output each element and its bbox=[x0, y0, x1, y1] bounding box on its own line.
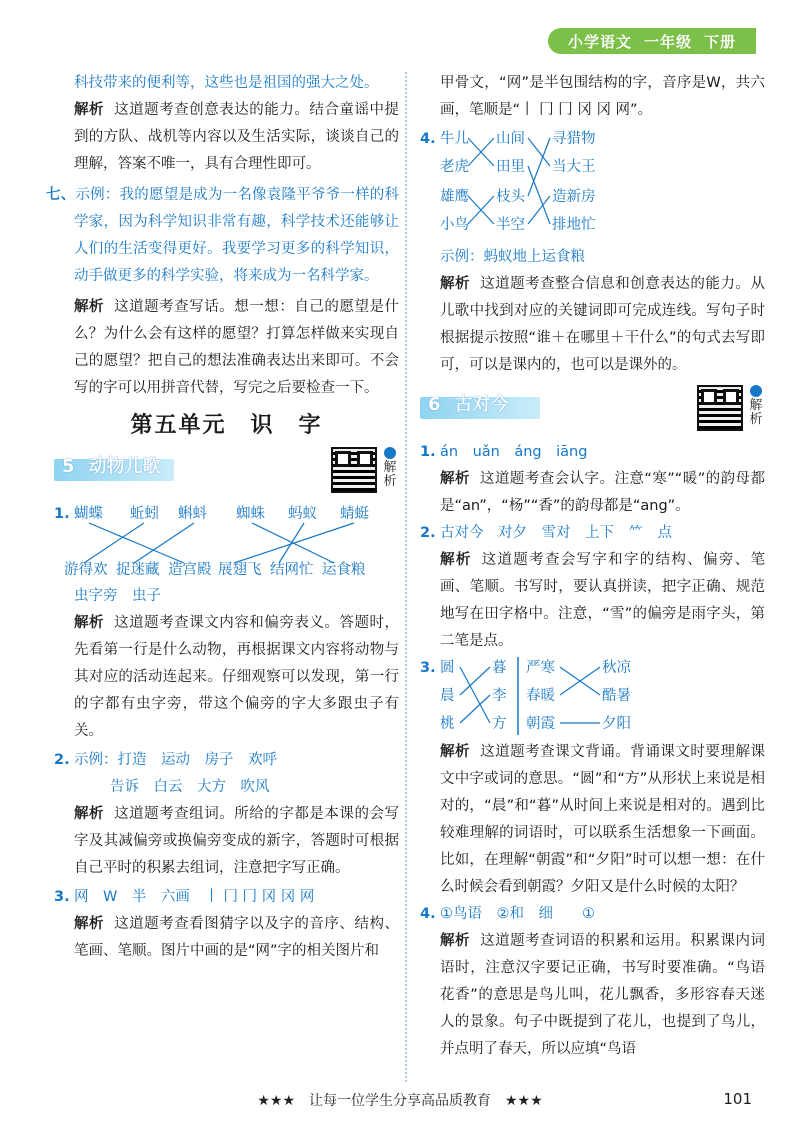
q1-jiexi bbox=[54, 610, 399, 745]
q2-jiexi bbox=[54, 801, 399, 882]
q3-answer bbox=[54, 884, 399, 911]
r-q3-match bbox=[420, 655, 765, 739]
header-badge bbox=[548, 28, 756, 54]
q3-rc1-1: 春暖 bbox=[526, 688, 555, 704]
q1-top-3: 蜘蛛 bbox=[236, 506, 265, 522]
jiexi-label: 解析 bbox=[74, 615, 105, 631]
header-grade: 一年级 bbox=[643, 32, 692, 51]
q4-col3-1: 当大王 bbox=[552, 159, 596, 175]
q7-num: 七、 bbox=[46, 187, 76, 203]
q1-bottom-4: 结网忙 bbox=[270, 562, 314, 578]
q3-rc2-0: 秋凉 bbox=[602, 660, 631, 676]
right-top-text: 甲骨文，“网”是半包围结构的字，音序是W，共六画，笔顺是“丨 冂 冂 冈 冈 网”。 bbox=[440, 75, 765, 118]
q7-jiexi bbox=[54, 294, 399, 402]
q4-col1-2: 雄鹰 bbox=[440, 189, 469, 205]
q4-col3-3: 排地忙 bbox=[552, 217, 596, 233]
qr-code-icon[interactable] bbox=[697, 385, 743, 431]
r-q4-answer bbox=[420, 901, 765, 928]
q4-col2-1: 田里 bbox=[496, 159, 525, 175]
q3-lc1-2: 桃 bbox=[440, 716, 455, 732]
right-column bbox=[420, 70, 765, 1063]
q1-top-2: 蝌蚪 bbox=[178, 506, 207, 522]
jiexi-label: 解析 bbox=[74, 299, 105, 315]
q2-line2: 告诉 白云 大方 吹风 bbox=[110, 779, 270, 795]
qr-side: 解析 bbox=[747, 385, 765, 427]
q1-bottom-3: 展翅飞 bbox=[218, 562, 262, 578]
unit-title: 第五单元 识 字 bbox=[130, 413, 323, 438]
q1-bottom-2: 造宫殿 bbox=[168, 562, 212, 578]
q4-jiexi bbox=[420, 271, 765, 379]
footer-slogan: ★★★ 让每一位学生分享高品质教育 ★★★ bbox=[257, 1093, 543, 1109]
top-jiexi-text: 这道题考查创意表达的能力。结合童谣中提到的方队、战机等内容以及生活实际，谈谈自己的理解，答案不唯一，具有合理性即可。 bbox=[74, 102, 400, 172]
r-q1-answer bbox=[420, 439, 765, 466]
lesson5-title: 动物儿歌 bbox=[88, 456, 161, 477]
q4-col1-0: 牛儿 bbox=[440, 131, 469, 147]
jiexi-label: 解析 bbox=[74, 916, 105, 932]
r-q2-jiexi bbox=[420, 547, 765, 655]
q7-jiexi-text: 这道题考查写话。想一想：自己的愿望是什么？为什么会有这样的愿望？打算怎样做来实现自己的愿望？把自己的想法准确表达出来即可。不会写的字可以用拼音代替，写完之后要检查一下。 bbox=[74, 299, 400, 396]
q3-rc1-0: 严寒 bbox=[526, 660, 555, 676]
q3-lc2-1: 李 bbox=[492, 688, 507, 704]
q4-col2-2: 枝头 bbox=[496, 189, 525, 205]
r-q2-num: 2. bbox=[420, 525, 436, 541]
q1-match bbox=[54, 501, 399, 581]
column-divider bbox=[405, 72, 407, 1082]
q4-match bbox=[420, 126, 765, 244]
r-q1-jiexi-text: 这道题考查会认字。注意“寒”“暖”的韵母都是“an”，“杨”“香”的韵母都是“ang”。 bbox=[440, 471, 766, 514]
q1-bottom-5: 运食粮 bbox=[322, 562, 366, 578]
q1-top-4: 蚂蚁 bbox=[288, 506, 317, 522]
r-q4-num: 4. bbox=[420, 906, 436, 922]
q4-jiexi-text: 这道题考查整合信息和创意表达的能力。从儿歌中找到对应的关键词即可完成连线。写句子时根据提示按照“谁＋在哪里＋干什么”的句式去写即可，可以是课内的，也可以是课外的。 bbox=[440, 276, 766, 373]
lesson5-heading bbox=[54, 451, 399, 491]
q1-num: 1. bbox=[54, 506, 70, 522]
q3-jiexi-text: 这道题考查看图猜字以及字的音序、结构、笔画、笔顺。图片中画的是“网”字的相关图片和 bbox=[74, 916, 400, 959]
q4-num: 4. bbox=[420, 131, 436, 147]
lesson6-num: 6 bbox=[428, 394, 441, 415]
qr-code-icon[interactable] bbox=[331, 447, 377, 493]
r-q2-answer bbox=[420, 520, 765, 547]
q1-top-1: 蚯蚓 bbox=[130, 506, 159, 522]
r-q4-jiexi-text: 这道题考查词语的积累和运用。积累课内词语时，注意汉字要记正确，书写时要准确。“鸟语花香”的意思是鸟儿叫，花儿飘香，多形容春天迷人的景象。句子中既提到了花儿，也提到了鸟儿，并点明了春天，所以应填“鸟语 bbox=[440, 933, 766, 1057]
play-icon bbox=[384, 447, 396, 459]
left-column bbox=[46, 70, 400, 965]
q2-num: 2. bbox=[54, 752, 70, 768]
r-q3-num: 3. bbox=[420, 660, 436, 676]
top-jiexi bbox=[54, 97, 399, 178]
jiexi-label: 解析 bbox=[74, 102, 105, 118]
r-q2-answer-text: 古对今 对夕 雪对 上下 ⺮ 点 bbox=[440, 525, 672, 541]
q3-rc2-1: 酷暑 bbox=[602, 688, 631, 704]
q3-lc2-2: 方 bbox=[492, 716, 507, 732]
q4-col1-3: 小鸟 bbox=[440, 217, 469, 233]
q1-jiexi-text: 这道题考查课文内容和偏旁表义。答题时，先看第一行是什么动物，再根据课文内容将动物与其对应的活动连起来。仔细观察可以发现，第一行的字都有虫字旁，带这个偏旁的字大多跟虫子有关。 bbox=[74, 615, 400, 739]
q2-jiexi-text: 这道题考查组词。所给的字都是本课的会写字及其减偏旁或换偏旁变成的新字，答题时可根据自己平时的积累去组词，注意把字写正确。 bbox=[74, 806, 400, 876]
q4-col2-3: 半空 bbox=[496, 217, 525, 233]
r-q4-answer-text: ①鸟语 ②和 细 ① bbox=[440, 906, 595, 922]
lesson6-heading bbox=[420, 389, 765, 429]
lesson6-title: 古对今 bbox=[454, 394, 509, 415]
q4-col2-0: 山间 bbox=[496, 131, 525, 147]
q4-col3-2: 造新房 bbox=[552, 189, 596, 205]
lesson5-num: 5 bbox=[62, 456, 75, 477]
r-q4-jiexi bbox=[420, 928, 765, 1063]
q2-answer bbox=[54, 747, 399, 774]
r-q3-jiexi bbox=[420, 739, 765, 901]
r-q3-jiexi-text: 这道题考查课文背诵。背诵课文时要理解课文中字或词的意思。“圆”和“方”从形状上来说是相对的，“晨”和“暮”从时间上来说是相对的。遇到比较难理解的词语时，可以联系生活想象一下画面。比如，在理解“朝霞”和“夕阳”时可以想一想：在什么时候会看到朝霞？夕阳又是什么时候的太阳？ bbox=[440, 744, 766, 895]
q4-example: 示例：蚂蚁地上运食粮 bbox=[440, 249, 585, 265]
r-q2-jiexi-text: 这道题考查会写字和字的结构、偏旁、笔画、笔顺。书写时，要认真拼读，把字正确、规范地写在田字格中。注意，“雪”的偏旁是雨字头，第二笔是点。 bbox=[440, 552, 766, 649]
q1-top-5: 蜻蜓 bbox=[340, 506, 369, 522]
q3-jiexi bbox=[54, 911, 399, 965]
q4-col3-0: 寻猎物 bbox=[552, 131, 596, 147]
qr-side: 解析 bbox=[381, 447, 399, 489]
page-number: 101 bbox=[723, 1090, 752, 1108]
q3-num: 3. bbox=[54, 889, 70, 905]
q4-col1-1: 老虎 bbox=[440, 159, 469, 175]
q7-answer-text: 示例：我的愿望是成为一名像袁隆平爷爷一样的科学家，因为科学知识非常有趣，科学技术还能够让人们的生活变得更好。我要学习更多的科学知识，动手做更多的科学实验，将来成为一名科学家。 bbox=[74, 187, 400, 284]
header-term: 下册 bbox=[703, 32, 736, 51]
jiexi-label: 解析 bbox=[440, 552, 472, 568]
r-q3-lines bbox=[420, 655, 765, 739]
q1-bottom-0: 游得欢 bbox=[64, 562, 108, 578]
r-q1-answer-text: án uǎn áng iāng bbox=[440, 444, 588, 460]
q3-answer-text: 网 W 半 六画 丨 冂 冂 冈 冈 网 bbox=[74, 889, 315, 905]
top-answer: 科技带来的便利等，这些也是祖国的强大之处。 bbox=[74, 75, 379, 91]
r-q1-jiexi bbox=[420, 466, 765, 520]
jiexi-label: 解析 bbox=[440, 744, 471, 760]
q3-lc1-1: 晨 bbox=[440, 688, 455, 704]
q7-answer bbox=[46, 182, 400, 290]
q3-rc1-2: 朝霞 bbox=[526, 716, 555, 732]
play-icon bbox=[750, 385, 762, 397]
r-q1-num: 1. bbox=[420, 444, 436, 460]
q1-bottom-1: 捉迷藏 bbox=[116, 562, 160, 578]
q3-rc2-2: 夕阳 bbox=[602, 716, 631, 732]
q1-top-0: 蝴蝶 bbox=[74, 506, 103, 522]
q2-line1: 示例：打造 运动 房子 欢呼 bbox=[74, 752, 277, 768]
q3-lc2-0: 暮 bbox=[492, 660, 507, 676]
header-subject: 小学语文 bbox=[567, 32, 632, 51]
jiexi-label: 解析 bbox=[74, 806, 105, 822]
q3-lc1-0: 圆 bbox=[440, 660, 455, 676]
jiexi-label: 解析 bbox=[440, 471, 470, 487]
jiexi-label: 解析 bbox=[440, 933, 471, 949]
jiexi-label: 解析 bbox=[440, 276, 471, 292]
q1-extra: 虫字旁 虫子 bbox=[74, 588, 161, 604]
